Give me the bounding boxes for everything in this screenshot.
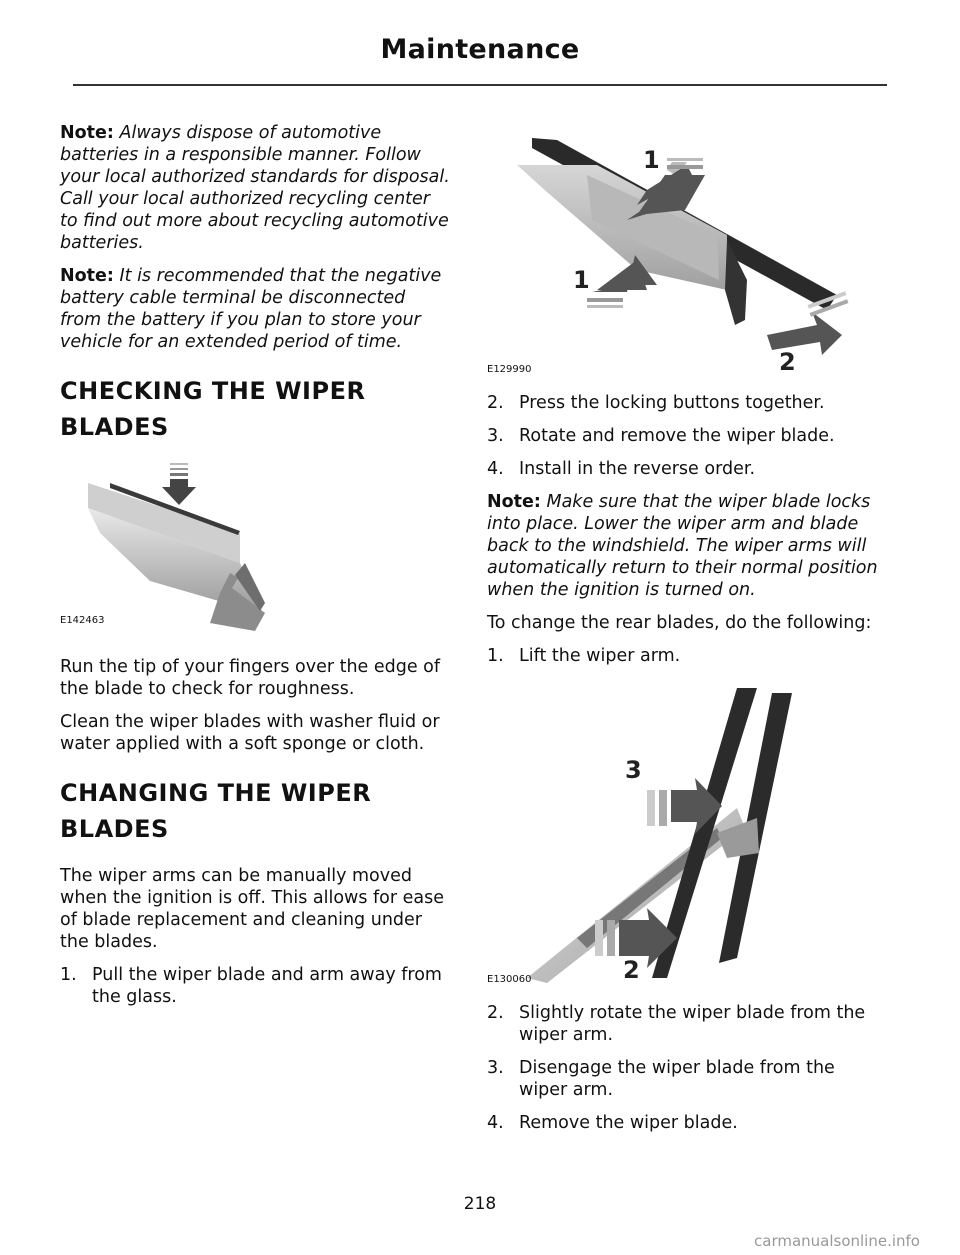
heading-changing-wiper-blades: CHANGING THE WIPER BLADES xyxy=(60,779,372,843)
step-text: Press the locking buttons together. xyxy=(519,393,825,413)
step-item xyxy=(487,458,887,480)
figure-wiper-locking-buttons xyxy=(487,120,887,378)
step-number: 2. xyxy=(487,393,504,413)
wiper-blade-illustration xyxy=(60,463,450,638)
left-column xyxy=(60,122,450,1019)
callout-label-1-top: 1 xyxy=(643,146,660,174)
step-text: Disengage the wiper blade from the wiper arm. xyxy=(519,1058,835,1100)
note-label: Note: xyxy=(487,492,541,512)
step-item xyxy=(487,1112,887,1134)
watermark: carmanualsonline.info xyxy=(754,1232,920,1250)
rear-wiper-illustration xyxy=(487,678,887,988)
step-text: Pull the wiper blade and arm away from the glass. xyxy=(92,965,442,1007)
callout-label-3: 3 xyxy=(625,756,642,784)
paragraph-check-roughness: Run the tip of your fingers over the edge of the blade to check for roughness. xyxy=(60,657,441,699)
note-text: It is recommended that the negative battery cable terminal be disconnected from the battery if you plan to store your vehicle for an extended period of time. xyxy=(60,266,442,352)
heading-checking-wiper-blades: CHECKING THE WIPER BLADES xyxy=(60,377,366,441)
step-item xyxy=(487,1057,887,1101)
step-item xyxy=(60,964,450,1008)
step-text: Install in the reverse order. xyxy=(519,459,756,479)
note-battery-disposal xyxy=(60,122,450,254)
wiper-locking-illustration xyxy=(487,120,887,378)
page-number: 218 xyxy=(463,1194,497,1214)
callout-label-2: 2 xyxy=(779,348,796,376)
step-number: 3. xyxy=(487,426,504,446)
note-text: Make sure that the wiper blade locks into place. Lower the wiper arm and blade back to the windshield. The wiper arms will automatically return to their normal position when the ignition is turned on. xyxy=(487,492,878,600)
step-item xyxy=(487,645,887,667)
page-title: Maintenance xyxy=(380,34,580,65)
step-item xyxy=(487,1002,887,1046)
header-divider xyxy=(73,84,887,86)
paragraph-rear-blades: To change the rear blades, do the following: xyxy=(487,613,872,633)
callout-label-1-bottom: 1 xyxy=(573,266,590,294)
figure-code: E142463 xyxy=(60,615,105,626)
step-number: 3. xyxy=(487,1058,504,1078)
step-number: 4. xyxy=(487,1113,504,1133)
step-text: Lift the wiper arm. xyxy=(519,646,681,666)
note-battery-storage xyxy=(60,265,450,353)
note-wiper-locks xyxy=(487,491,887,601)
step-number: 1. xyxy=(487,646,504,666)
right-column xyxy=(487,120,887,1145)
paragraph-wiper-arms-moved: The wiper arms can be manually moved when the ignition is off. This allows for ease of blade replacement and cleaning under the blades. xyxy=(60,866,445,952)
steps-list-rear xyxy=(487,1002,887,1134)
step-item xyxy=(487,425,887,447)
paragraph-clean-blades: Clean the wiper blades with washer fluid or water applied with a soft sponge or cloth. xyxy=(60,712,440,754)
step-number: 2. xyxy=(487,1003,504,1023)
figure-code: E130060 xyxy=(487,974,532,985)
note-text: Always dispose of automotive batteries in a responsible manner. Follow your local authorized standards for disposal. Call your local authorized recycling center to find out more about recycling automotive batteries. xyxy=(60,123,450,253)
step-number: 4. xyxy=(487,459,504,479)
figure-code: E129990 xyxy=(487,364,532,375)
step-text: Remove the wiper blade. xyxy=(519,1113,738,1133)
step-item xyxy=(487,392,887,414)
pull-arrow-icon xyxy=(767,291,848,355)
step-text: Rotate and remove the wiper blade. xyxy=(519,426,835,446)
step-text: Slightly rotate the wiper blade from the wiper arm. xyxy=(519,1003,866,1045)
callout-label-2: 2 xyxy=(623,956,640,984)
note-label: Note: xyxy=(60,266,114,286)
note-label: Note: xyxy=(60,123,114,143)
steps-list-front xyxy=(487,392,887,480)
figure-rear-wiper xyxy=(487,678,887,988)
figure-wiper-blade-check xyxy=(60,463,450,638)
down-arrow-icon xyxy=(162,463,196,505)
step-number: 1. xyxy=(60,965,77,985)
